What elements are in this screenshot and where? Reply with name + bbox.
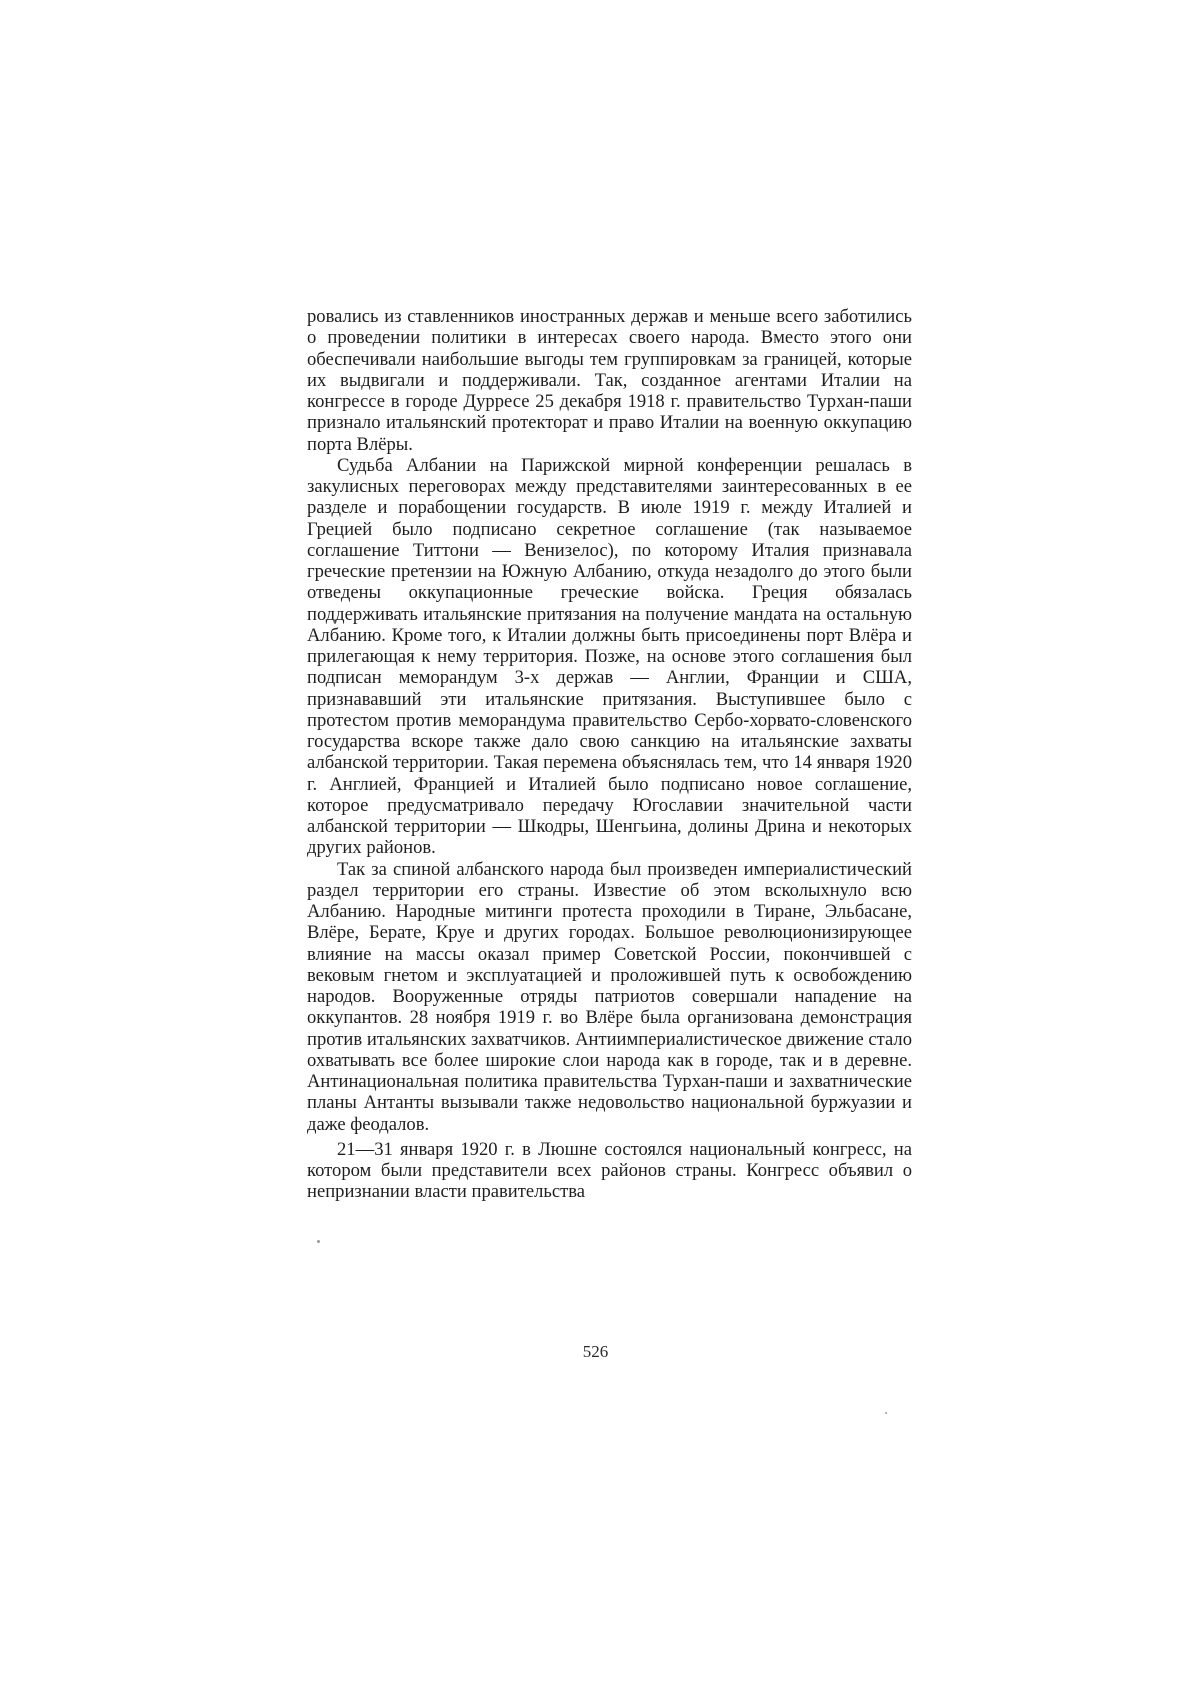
- scan-speck: [317, 1240, 320, 1243]
- paragraph-continuation: ровались из ставленников иностранных держав и меньше всего заботились о проведении политики в интересах своего народа. Вместо этого они обеспечивали наибольшие выгоды тем группировкам за границей, которые их выдвигали и поддерживали. Так, созданное агентами Италии на конгрессе в городе Дурресе 25 декабря 1918 г. правительство Турхан-паши признало итальянский протекторат и право Италии на военную оккупацию порта Влёры.: [307, 306, 912, 455]
- paragraph-lushnja-congress: 21—31 января 1920 г. в Люшне состоялся национальный конгресс, на котором были представители всех районов страны. Конгресс объявил о непризнании власти правительства: [307, 1138, 912, 1203]
- paragraph-albania-peace-conference: Судьба Албании на Парижской мирной конференции решалась в закулисных переговорах между представителями заинтересованных в ее разделе и порабощении государств. В июле 1919 г. между Италией и Грецией было подписано секретное соглашение (так называемое соглашение Титтони — Венизелос), по которому Италия признавала греческие претензии на Южную Албанию, откуда незадолго до этого были отведены оккупационные греческие войска. Греция обязалась поддерживать итальянские притязания на получение мандата на остальную Албанию. Кроме того, к Италии должны быть присоединены порт Влёра и прилегающая к нему территория. Позже, на основе этого соглашения был подписан меморандум 3-х держав — Англии, Франции и США, признававший эти итальянские притязания. Выступившее было с протестом против меморандума правительство Сербо-хорвато-словенского государства вскоре также дало свою санкцию на итальянские захваты албанской территории. Такая перемена объяснялась тем, что 14 января 1920 г. Англией, Францией и Италией было подписано новое соглашение, которое предусматривало передачу Югославии значительной части албанской территории — Шкодры, Шенгьина, долины Дрина и некоторых других районов.: [307, 454, 912, 859]
- scan-speck: [885, 1412, 887, 1414]
- paragraph-imperialist-partition: Так за спиной албанского народа был произведен империалистический раздел территории его страны. Известие об этом всколыхнуло всю Албанию. Народные митинги протеста проходили в Тиране, Эльбасане, Влёре, Берате, Круе и других городах. Большое революционизирующее влияние на массы оказал пример Советской России, покончившей с вековым гнетом и эксплуатацией и проложившей путь к освобождению народов. Вооруженные отряды патриотов совершали нападение на оккупантов. 28 ноября 1919 г. во Влёре была организована демонстрация против итальянских захватчиков. Антиимпериалистическое движение стало охватывать все более широкие слои народа как в городе, так и в деревне. Антинациональная политика правительства Турхан-паши и захватнические планы Антанты вызывали также недовольство национальной буржуазии и даже феодалов.: [307, 858, 912, 1135]
- page-number: 526: [582, 1342, 609, 1361]
- body-text: [307, 306, 912, 1203]
